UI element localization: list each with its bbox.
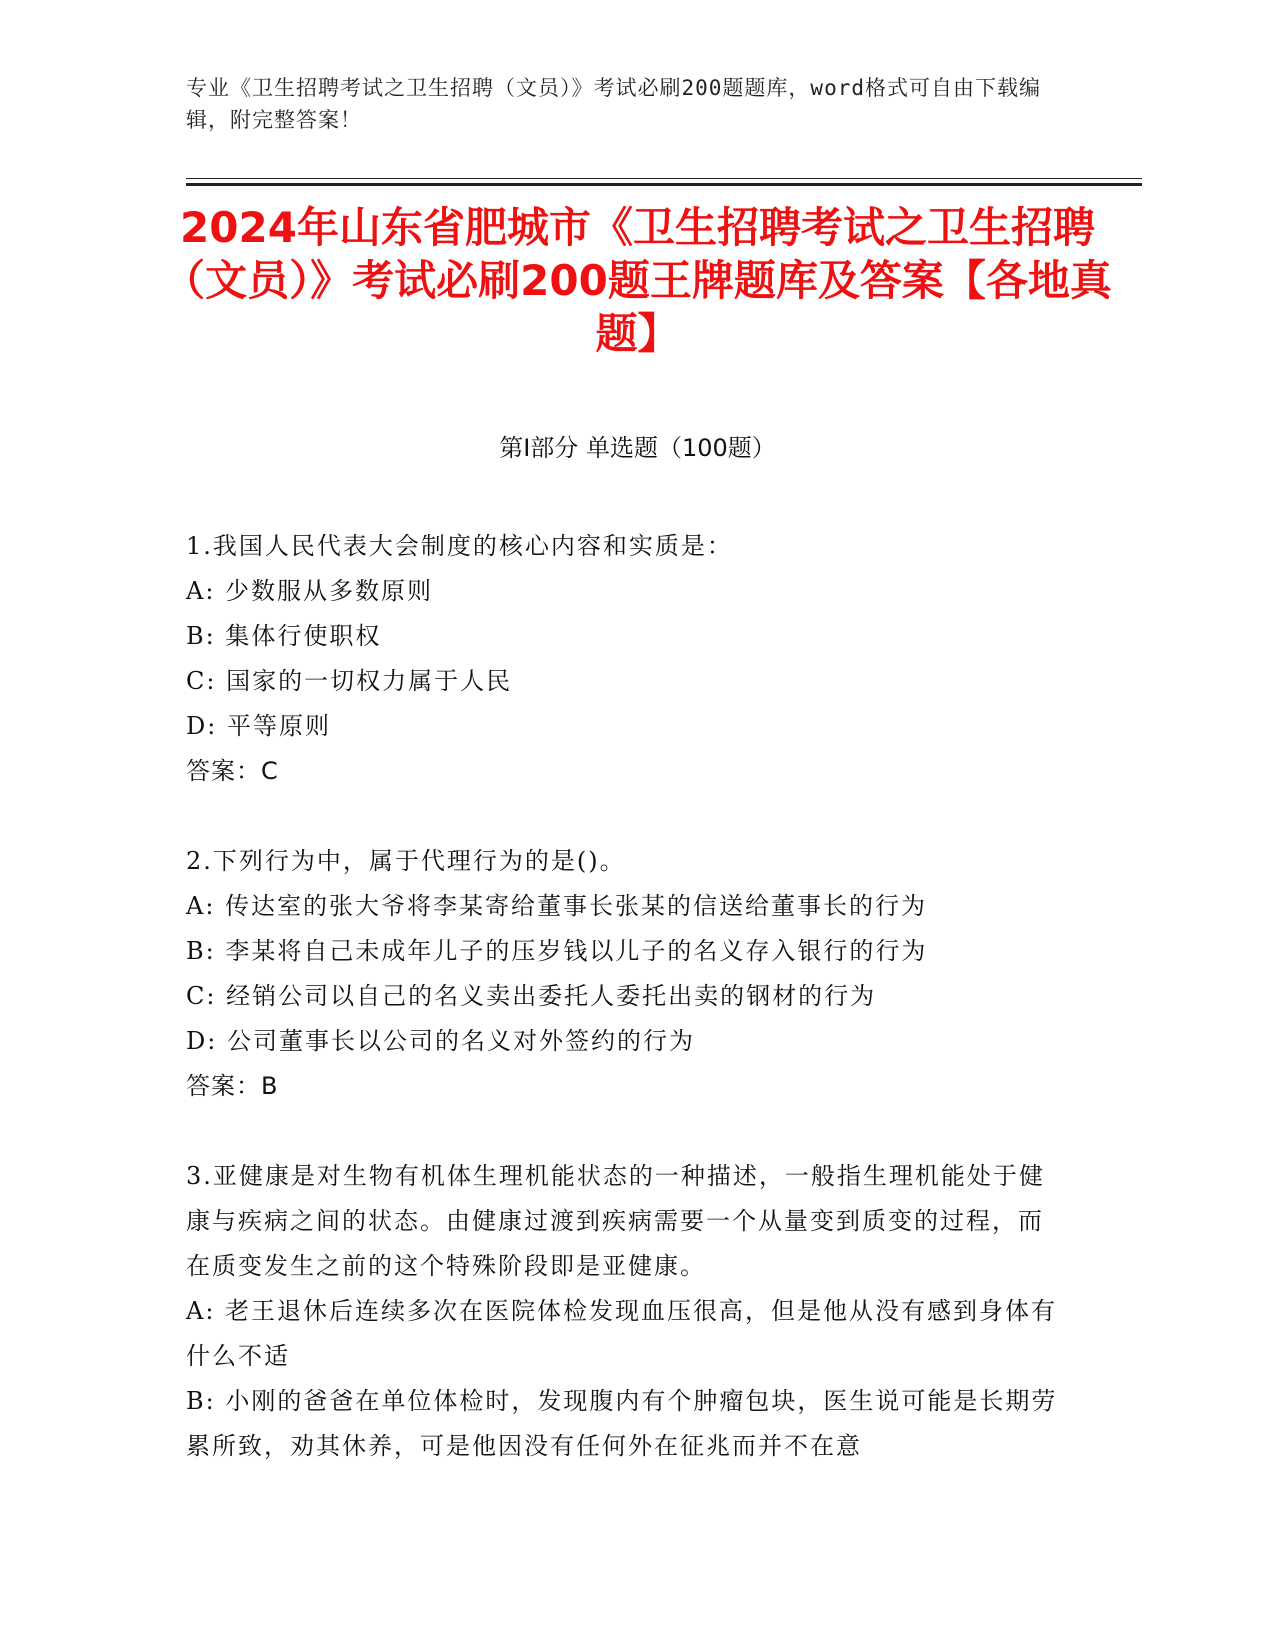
answer: 答案：C [186,757,279,785]
question-stem: 1.我国人民代表大会制度的核心内容和实质是： [186,532,733,560]
option-c: C: 国家的一切权力属于人民 [186,667,513,695]
question-1 [186,524,1066,794]
answer: 答案：B [186,1072,279,1100]
question-stem: 3.亚健康是对生物有机体生理机能状态的一种描述，一般指生理机能处于健康与疾病之间的状态。由健康过渡到疾病需要一个从量变到质变的过程，而在质变发生之前的这个特殊阶段即是亚健康。 [186,1162,1045,1280]
option-b: B: 李某将自己未成年儿子的压岁钱以儿子的名义存入银行的行为 [186,937,928,965]
option-a: A: 老王退休后连续多次在医院体检发现血压很高，但是他从没有感到身体有什么不适 [186,1297,1058,1370]
header-divider-thin [186,178,1142,179]
option-b: B: 集体行使职权 [186,622,382,650]
option-d: D: 公司董事长以公司的名义对外签约的行为 [186,1027,695,1055]
header-divider-thick [186,183,1142,186]
question-3 [186,1154,1066,1469]
question-stem: 2.下列行为中，属于代理行为的是()。 [186,847,626,875]
option-b: B: 小刚的爸爸在单位体检时，发现腹内有个肿瘤包块，医生说可能是长期劳累所致，劝其休养，可是他因没有任何外在征兆而并不在意 [186,1387,1058,1460]
document-title: 2024年山东省肥城市《卫生招聘考试之卫生招聘（文员）》考试必刷200题王牌题库及答案【各地真题】 [163,203,1112,358]
option-d: D: 平等原则 [186,712,331,740]
section-heading: 第Ⅰ部分 单选题（100题） [499,434,776,462]
header-note: 专业《卫生招聘考试之卫生招聘（文员）》考试必刷200题题库，word格式可自由下载编辑，附完整答案！ [186,76,1041,132]
option-c: C: 经销公司以自己的名义卖出委托人委托出卖的钢材的行为 [186,982,877,1010]
question-list [186,524,1066,1514]
option-a: A: 传达室的张大爷将李某寄给董事长张某的信送给董事长的行为 [186,892,928,920]
option-a: A: 少数服从多数原则 [186,577,434,605]
question-2 [186,839,1066,1109]
